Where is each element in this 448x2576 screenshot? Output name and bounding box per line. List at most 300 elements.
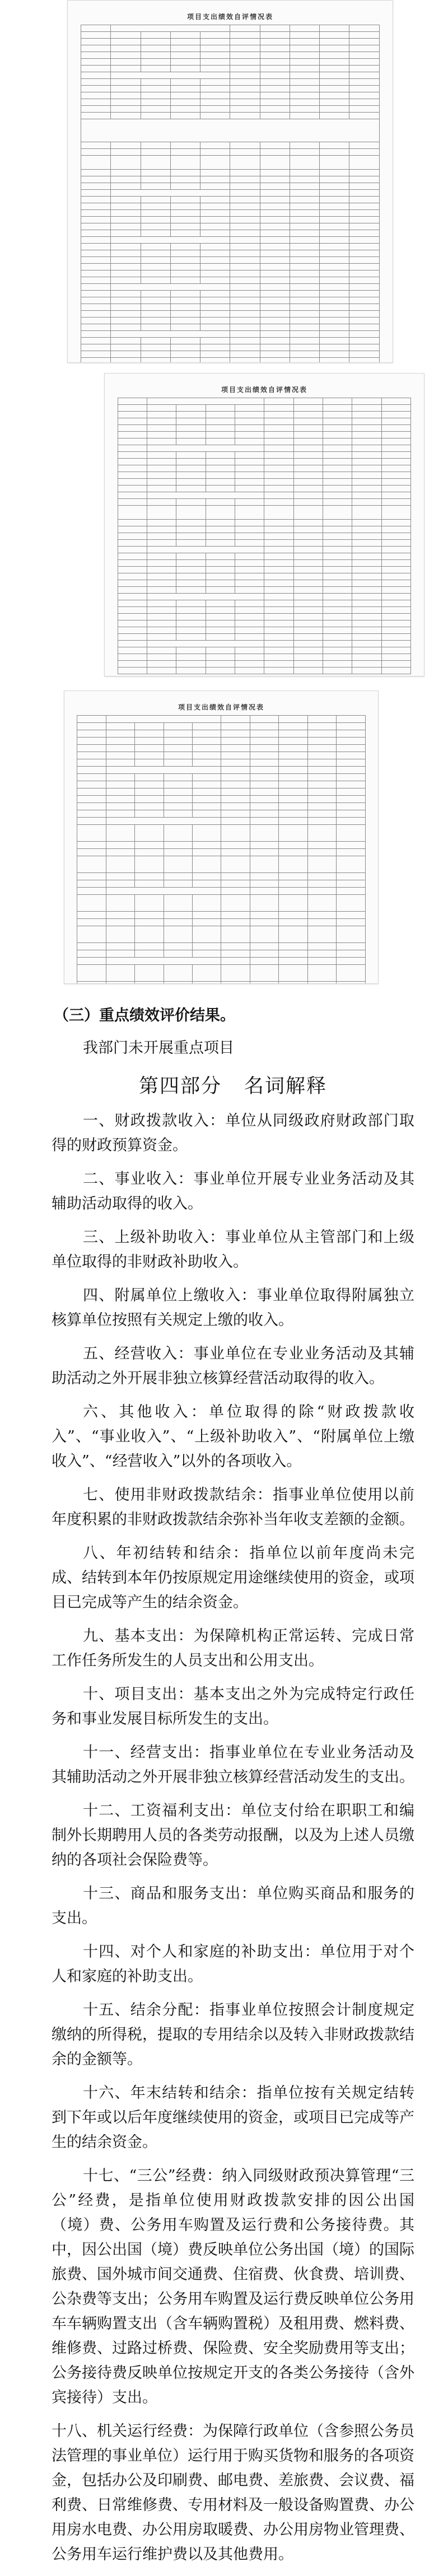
scan-table-cell [320, 203, 349, 210]
scan-table-cell [381, 398, 410, 405]
scan-table-cell [323, 607, 352, 614]
scan-table-cell [106, 888, 221, 895]
scan-table-cell [320, 25, 349, 32]
scan-table-cell [230, 257, 260, 264]
scan-table-cell [290, 331, 319, 338]
scan-table-row [118, 573, 410, 580]
scan-table-cell [170, 223, 200, 230]
scan-table-cell [290, 32, 319, 39]
scan-table-row [81, 45, 380, 52]
scan-table-cell [81, 119, 380, 142]
scan-table-row [118, 405, 410, 412]
scan-table-cell [176, 452, 206, 459]
scan-table-cell [230, 264, 260, 270]
scan-table-cell [264, 492, 293, 499]
scan-table-cell [323, 647, 352, 654]
scan-table-cell [176, 432, 206, 438]
scan-table-cell [250, 723, 278, 730]
scan-table-cell [111, 257, 141, 264]
scan-table-cell [230, 113, 260, 119]
scan-table-cell [118, 472, 147, 479]
scan-table-row [81, 156, 380, 170]
scan-table-cell [206, 553, 235, 560]
scan-table-cell [170, 358, 200, 363]
scan-table-cell [250, 950, 278, 958]
scan-table-cell [230, 52, 260, 59]
scan-table-cell [323, 405, 352, 412]
scan-table-cell [230, 344, 260, 351]
scan-table-cell [164, 803, 192, 810]
scan-table-cell [141, 223, 170, 230]
scan-table-cell [307, 919, 336, 926]
scan-table-cell [141, 351, 170, 358]
scan-table-cell [193, 912, 221, 919]
definition-item: 十一、经营支出：指事业单位在专业业务活动及其辅助活动之外开展非独立核算经营活动发生的支出。 [52, 1744, 414, 1786]
scan-table-cell [230, 331, 260, 338]
scan-table-cell [206, 432, 235, 438]
scan-table-cell [337, 943, 366, 950]
scan-table-cell [111, 32, 141, 39]
scan-table-cell [118, 553, 147, 560]
scan-table-cell [170, 170, 200, 176]
scan-table-cell [135, 738, 164, 745]
scan-table-cell [264, 594, 293, 600]
scan-table-cell [176, 465, 206, 472]
scan-table-cell [290, 113, 319, 119]
scan-table-cell [352, 661, 381, 668]
scan-table-cell [176, 405, 206, 412]
scan-table-title: 项目支出绩效自评情况表 [221, 386, 307, 394]
scan-table-cell [279, 781, 307, 788]
scan-table-cell [320, 270, 349, 277]
definition-item: 二、事业收入：事业单位开展专业业务活动及其辅助活动取得的收入。 [52, 1170, 414, 1212]
scan-table-cell [164, 796, 192, 803]
scan-table-cell [323, 492, 352, 499]
scan-table-cell [141, 324, 170, 331]
scan-table-row [81, 92, 380, 99]
scan-table-cell [264, 499, 293, 506]
scan-table-cell [135, 745, 164, 752]
scan-table-cell [323, 526, 352, 533]
scan-table-cell [200, 318, 230, 324]
scan-table-cell [164, 943, 192, 950]
scan-table-cell [147, 533, 176, 540]
scan-table-cell [352, 553, 381, 560]
scan-table-cell [323, 580, 352, 587]
scan-table-cell [320, 217, 349, 223]
scan-table-cell [381, 668, 410, 674]
scan-table-cell [193, 880, 221, 888]
scan-table-cell [320, 244, 349, 250]
scan-table-cell [147, 499, 176, 506]
scan-table-cell [337, 880, 366, 888]
scan-table-row [77, 796, 365, 803]
scan-table-cell [307, 958, 336, 965]
scan-table-cell [111, 291, 141, 297]
scan-table-cell [349, 304, 379, 311]
scan-table-cell [206, 647, 235, 654]
scan-table-cell [118, 533, 147, 540]
scan-table-cell [106, 965, 134, 982]
scan-table-cell [170, 32, 200, 39]
scan-table-cell [164, 880, 192, 888]
scan-table-cell [111, 223, 141, 230]
scan-table-cell [81, 32, 111, 39]
scan-table-cell [81, 39, 111, 45]
scan-table-cell [320, 79, 349, 86]
scan-table-cell [260, 318, 290, 324]
definition-item: 十七、“三公”经费：纳入同级财政预决算管理“三公”经费，是指单位使用财政拨款安排的因公出国（境）费、公务用车购置及运行费和公务接待费。其中，因公出国（境）费反映单位公务出国（境）的国际旅费、国外城市间交通费、住宿费、伙食费、培训费、公杂费等支出；公务用车购置及运行费反映单位公务用车车辆购置支出（含车辆购置税）及租用费、燃料费、维修费、过路过桥费、保险费、安全奖励费用等支出；公务接待费反映单位按规定开支的各类公务接待（含外宾接待）支出。 [52, 2167, 414, 2406]
scan-table-cell [323, 398, 352, 405]
scan-table-cell [337, 723, 366, 730]
scan-table-cell [176, 668, 206, 674]
scan-table-cell [337, 842, 366, 849]
scan-table-cell [279, 873, 307, 880]
scan-table-cell [323, 438, 352, 445]
scan-table-cell [279, 880, 307, 888]
scan-table-cell [170, 304, 200, 311]
scan-table-cell [320, 142, 349, 149]
scan-table-cell [81, 72, 111, 79]
scan-table-row [118, 506, 410, 520]
scan-table-cell [290, 176, 319, 183]
scan-table-cell [118, 526, 147, 533]
scan-table-row [77, 818, 365, 825]
scan-table-cell [147, 627, 176, 634]
definition-item: 十四、对个人和家庭的补助支出：单位用于对个人和家庭的补助支出。 [52, 1943, 414, 1985]
scan-table-cell [147, 620, 176, 627]
scan-table-cell [279, 730, 307, 738]
scan-table-cell [320, 304, 349, 311]
scan-table-cell [235, 627, 264, 634]
scan-table-cell [307, 849, 336, 856]
scan-table-cell [320, 176, 349, 183]
scan-table-cell [307, 943, 336, 950]
scan-table-cell [135, 873, 164, 880]
scan-table-cell [193, 781, 221, 788]
scan-table-cell [164, 738, 192, 745]
scan-table-cell [77, 895, 106, 912]
scan-table-cell [147, 634, 176, 641]
scan-table-cell [118, 486, 147, 492]
scan-table-cell [290, 190, 319, 197]
scan-table-cell [349, 284, 379, 291]
scan-table-cell [349, 99, 379, 106]
scan-table-cell [337, 849, 366, 856]
scan-table-cell [349, 39, 379, 45]
scan-table-cell [307, 759, 336, 767]
scan-table-cell [193, 810, 221, 818]
scan-table-cell [250, 912, 278, 919]
section-body: 我部门未开展重点项目 [83, 1039, 234, 1057]
scan-table-cell [230, 250, 260, 257]
scan-table-cell [323, 412, 352, 418]
scan-table-cell [111, 176, 141, 183]
scan-table-cell [111, 250, 141, 257]
scan-table-cell [260, 106, 290, 113]
scan-table-cell [230, 72, 260, 79]
scan-table-cell [279, 752, 307, 759]
scan-table-cell [337, 895, 366, 912]
scan-table-cell [147, 668, 176, 674]
scan-table-cell [352, 607, 381, 614]
scan-table-cell [260, 66, 290, 72]
scan-table-cell [170, 149, 200, 156]
scan-table-cell [77, 788, 106, 796]
scan-table-cell [279, 943, 307, 950]
scan-table-cell [81, 25, 111, 32]
scan-table-cell [279, 788, 307, 796]
scan-table-cell [235, 438, 264, 445]
scan-table-cell [77, 716, 106, 723]
scan-table-cell [118, 405, 147, 412]
scan-table-cell [290, 39, 319, 45]
scan-table-cell [230, 270, 260, 277]
definition-item: 一、财政拨款收入：单位从同级政府财政部门取得的财政预算资金。 [52, 1112, 414, 1154]
scan-table-cell [164, 842, 192, 849]
scan-table-cell [290, 25, 319, 32]
scan-table-cell [118, 607, 147, 614]
scan-table-cell [106, 803, 134, 810]
scan-table-cell [349, 311, 379, 318]
scan-table-cell [235, 620, 264, 627]
scan-table-cell [141, 318, 170, 324]
scan-table-cell [141, 297, 170, 304]
scan-table-cell [235, 654, 264, 661]
scan-table-cell [235, 540, 264, 547]
scan-table-cell [221, 880, 250, 888]
scan-table-cell [290, 297, 319, 304]
scan-table-cell [170, 338, 200, 344]
scan-table-cell [106, 745, 134, 752]
scan-table-cell [320, 39, 349, 45]
scan-table-row [81, 79, 380, 86]
scan-table-row [118, 520, 410, 526]
scan-table-cell [349, 338, 379, 344]
scan-table-cell [279, 810, 307, 818]
scan-table-cell [349, 210, 379, 217]
scan-table-row [118, 580, 410, 587]
scan-table-cell [170, 250, 200, 257]
scan-table-cell [141, 358, 170, 363]
scan-table-cell [118, 459, 147, 465]
scan-table-cell [106, 767, 221, 774]
scan-table-row [118, 533, 410, 540]
scan-table-cell [235, 573, 264, 580]
scan-table-cell [320, 52, 349, 59]
scan-table-row [81, 170, 380, 176]
scan-table-cell [381, 540, 410, 547]
scan-table-cell [352, 594, 381, 600]
scan-table-cell [111, 311, 141, 318]
scan-table-cell [290, 257, 319, 264]
scan-table-cell [176, 580, 206, 587]
scan-table-cell [141, 52, 170, 59]
scan-table-cell [111, 45, 141, 52]
scan-table-cell [206, 465, 235, 472]
scan-table-cell [200, 113, 230, 119]
scan-table-cell [147, 506, 176, 520]
scan-table-cell [290, 244, 319, 250]
scan-table-cell [111, 284, 230, 291]
scan-table-cell [307, 982, 336, 984]
scan-table-cell [200, 291, 230, 297]
scan-table-cell [147, 587, 176, 594]
scan-table-cell [352, 547, 381, 553]
scan-table-cell [200, 197, 230, 203]
scan-table-cell [200, 92, 230, 99]
scan-table-cell [147, 418, 176, 425]
scan-table-cell [164, 788, 192, 796]
scan-table-cell [147, 580, 176, 587]
scan-table-cell [147, 540, 176, 547]
scan-table-cell [264, 452, 293, 459]
scan-table-cell [323, 627, 352, 634]
scan-table-cell [320, 284, 349, 291]
scan-table-cell [170, 277, 200, 284]
scan-table-cell [111, 338, 141, 344]
scan-table-cell [111, 318, 141, 324]
scan-table-cell [323, 452, 352, 459]
scan-table-cell [352, 600, 381, 607]
scan-table-row [81, 72, 380, 79]
scan-table-cell [260, 45, 290, 52]
scan-table-cell [352, 452, 381, 459]
scan-table-cell [381, 533, 410, 540]
scan-table-cell [293, 580, 323, 587]
scan-table-cell [323, 587, 352, 594]
scan-table-cell [352, 412, 381, 418]
scan-table-cell [193, 738, 221, 745]
scan-table-cell [349, 230, 379, 237]
scan-table-cell [164, 810, 192, 818]
scan-table-cell [118, 614, 147, 620]
scan-table-cell [230, 358, 260, 363]
scan-table-cell [111, 52, 141, 59]
scan-table-cell [230, 32, 260, 39]
scan-table-cell [250, 745, 278, 752]
scan-table-cell [206, 405, 235, 412]
scan-table-cell [135, 950, 164, 958]
scan-table-row [81, 86, 380, 92]
scan-table-cell [230, 351, 260, 358]
scan-table-cell [147, 425, 176, 432]
scan-table-cell [81, 344, 111, 351]
scan-table-cell [260, 156, 290, 170]
scan-table-cell [200, 176, 230, 183]
scan-table-cell [81, 250, 111, 257]
definition-item: 十三、商品和服务支出：单位购买商品和服务的支出。 [52, 1885, 414, 1927]
scan-table-cell [135, 759, 164, 767]
scan-table-cell [206, 412, 235, 418]
scan-table-cell [81, 284, 111, 291]
scan-table-cell [81, 244, 111, 250]
scan-table-cell [381, 438, 410, 445]
scan-table-cell [279, 856, 307, 873]
scan-table-cell [77, 825, 106, 842]
scan-table-cell [170, 59, 200, 66]
scan-table-cell [221, 716, 250, 723]
scan-table-cell [320, 358, 349, 363]
scan-table-cell [230, 210, 260, 217]
scan-table-cell [176, 412, 206, 418]
scan-table-cell [349, 344, 379, 351]
scan-table-cell [290, 86, 319, 92]
scan-table-cell [193, 873, 221, 880]
scan-table-cell [290, 106, 319, 113]
scan-table-cell [170, 244, 200, 250]
scan-table-cell [106, 818, 221, 825]
scan-table-cell [106, 849, 134, 856]
scan-table-cell [147, 459, 176, 465]
scan-table-cell [111, 297, 141, 304]
scan-table-cell [81, 113, 111, 119]
definition-item: 五、经营收入：事业单位在专业业务活动及其辅助活动之外开展非独立核算经营活动取得的收入。 [52, 1345, 414, 1387]
scan-table-cell [279, 982, 307, 984]
scan-table-cell [320, 344, 349, 351]
scan-table-cell [337, 982, 366, 984]
scan-table-cell [307, 842, 336, 849]
scan-table-cell [77, 752, 106, 759]
scan-table-cell [260, 331, 290, 338]
scan-table-cell [230, 304, 260, 311]
scan-table-row [81, 277, 380, 284]
scan-table-cell [176, 587, 206, 594]
scan-table-cell [260, 344, 290, 351]
scan-table-row [118, 445, 410, 452]
scan-table-cell [320, 92, 349, 99]
scan-table-cell [230, 197, 260, 203]
scan-table-cell [250, 730, 278, 738]
scan-table-cell [176, 479, 206, 486]
scan-table-cell [170, 39, 200, 45]
scan-table-cell [135, 919, 164, 926]
scan-table-cell [290, 344, 319, 351]
scan-table-row [81, 32, 380, 39]
scan-table-cell [141, 291, 170, 297]
scan-table-cell [293, 620, 323, 627]
scan-table-cell [135, 788, 164, 796]
scan-table-cell [352, 398, 381, 405]
scan-table-row [118, 668, 410, 674]
scan-table-cell [293, 452, 323, 459]
scan-table-cell [200, 32, 230, 39]
scan-table-cell [235, 533, 264, 540]
scan-table-cell [221, 888, 250, 895]
scan-table-cell [264, 526, 293, 533]
scan-table-cell [106, 759, 134, 767]
scan-table-cell [352, 432, 381, 438]
scan-table-row [118, 567, 410, 573]
scan-table-cell [170, 197, 200, 203]
scan-table-cell [170, 99, 200, 106]
scan-table-cell [279, 950, 307, 958]
scan-table-cell [106, 912, 134, 919]
scan-table-cell [235, 560, 264, 567]
scan-table-cell [352, 540, 381, 547]
scan-table-cell [290, 304, 319, 311]
scan-table-cell [77, 767, 106, 774]
scan-table-cell [176, 627, 206, 634]
scan-table-cell [200, 311, 230, 318]
scan-table-row [77, 849, 365, 856]
scan-table-cell [221, 873, 250, 880]
scan-table-cell [200, 203, 230, 210]
scan-table-cell [81, 52, 111, 59]
scan-table-cell [323, 520, 352, 526]
scan-table-cell [111, 170, 141, 176]
scan-table-cell [176, 647, 206, 654]
